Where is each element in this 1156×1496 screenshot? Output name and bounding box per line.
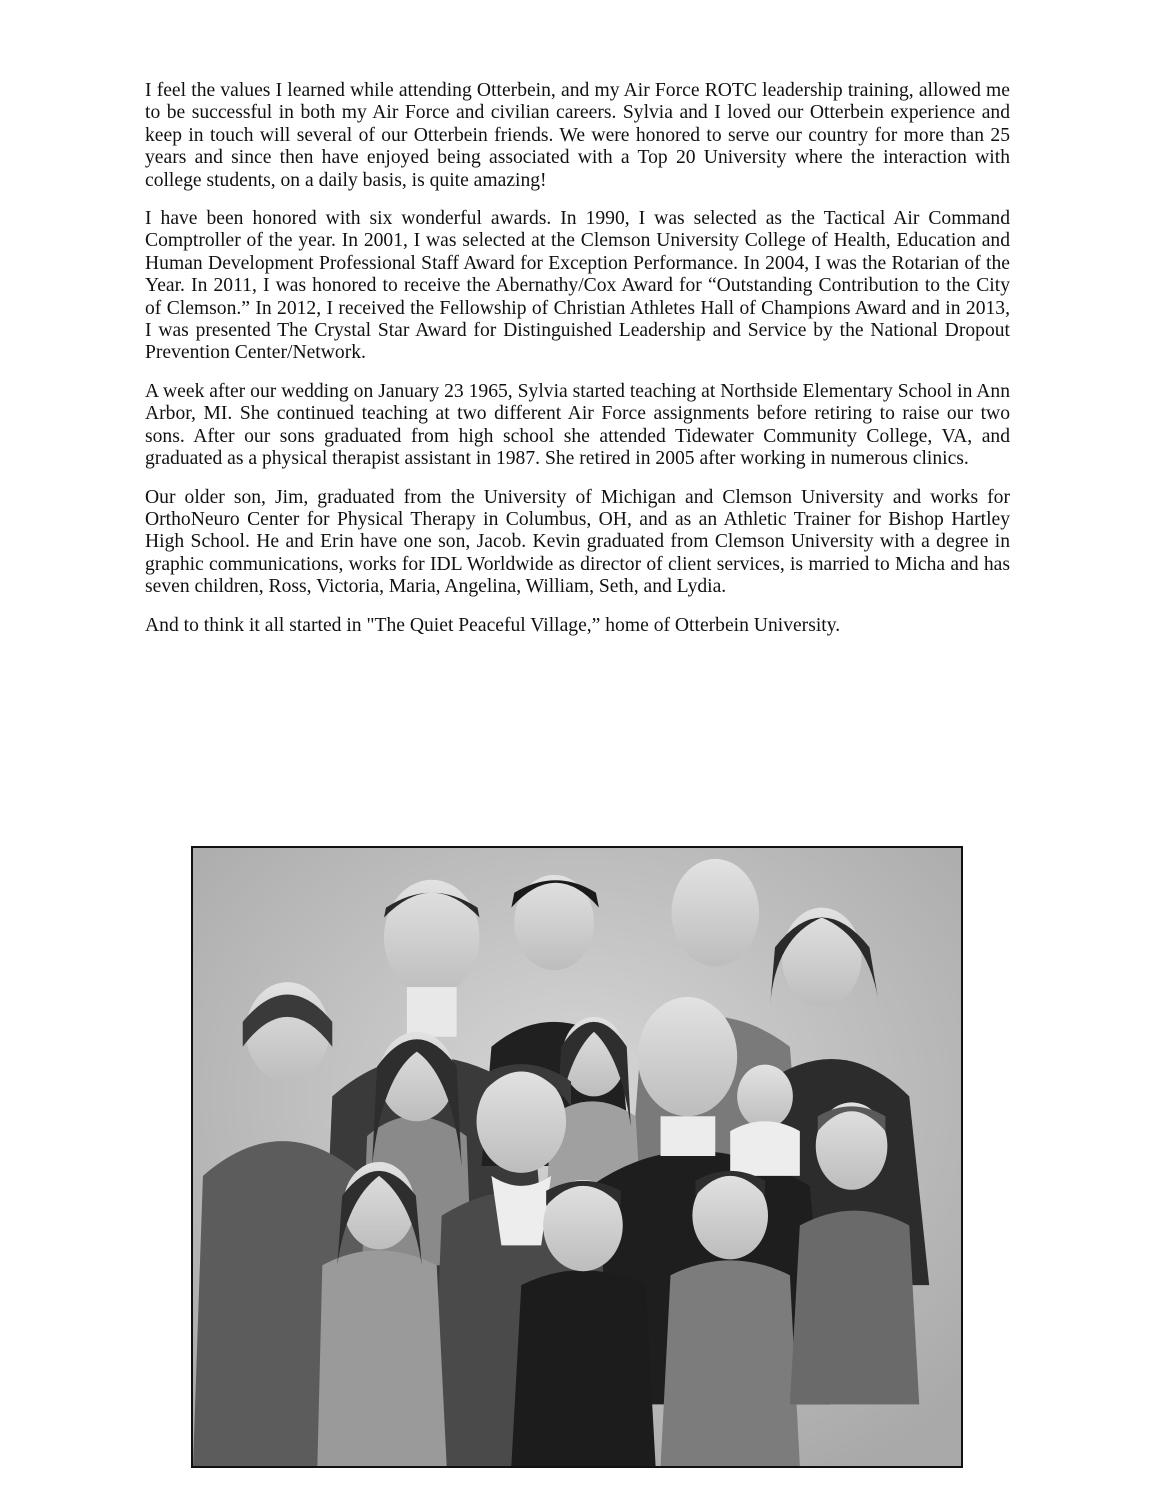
body-text bbox=[145, 80, 1010, 637]
paragraph-values: I feel the values I learned while attending Otterbein, and my Air Force ROTC leadership training, allowed me to be successful in both my Air Force and civilian careers. Sylvia and I loved our Otterbein experience and keep in touch will several of our Otterbein friends. We were honored to serve our country for more than 25 years and since then have enjoyed being associated with a Top 20 University where the interaction with college students, on a daily basis, is quite amazing! bbox=[145, 80, 1010, 191]
paragraph-sylvia: A week after our wedding on January 23 1965, Sylvia started teaching at Northside Elementary School in Ann Arbor, MI. She continued teaching at two different Air Force assignments before retiring to raise our two sons. After our sons graduated from high school she attended Tidewater Community College, VA, and graduated as a physical therapist assistant in 1987. She retired in 2005 after working in numerous clinics. bbox=[145, 380, 1010, 470]
paragraph-sons: Our older son, Jim, graduated from the University of Michigan and Clemson University and works for OrthoNeuro Center for Physical Therapy in Columbus, OH, and as an Athletic Trainer for Bishop Hartley High School. He and Erin have one son, Jacob. Kevin graduated from Clemson University with a degree in graphic communications, works for IDL Worldwide as director of client services, is married to Micha and has seven children, Ross, Victoria, Maria, Angelina, William, Seth, and Lydia. bbox=[145, 486, 1010, 598]
family-portrait-photo-icon bbox=[193, 848, 961, 1466]
paragraph-closing: And to think it all started in "The Quiet Peaceful Village,” home of Otterbein University. bbox=[145, 614, 841, 636]
family-portrait-photo bbox=[191, 846, 963, 1468]
paragraph-awards: I have been honored with six wonderful awards. In 1990, I was selected as the Tactical Air Command Comptroller of the year. In 2001, I was selected at the Clemson University College of Health, Education and Human Development Professional Staff Award for Exception Performance. In 2004, I was the Rotarian of the Year. In 2011, I was honored to receive the Abernathy/Cox Award for “Outstanding Contribution to the City of Clemson.” In 2012, I received the Fellowship of Christian Athletes Hall of Champions Award and in 2013, I was presented The Crystal Star Award for Distinguished Leadership and Service by the National Dropout Prevention Center/Network. bbox=[145, 208, 1010, 364]
